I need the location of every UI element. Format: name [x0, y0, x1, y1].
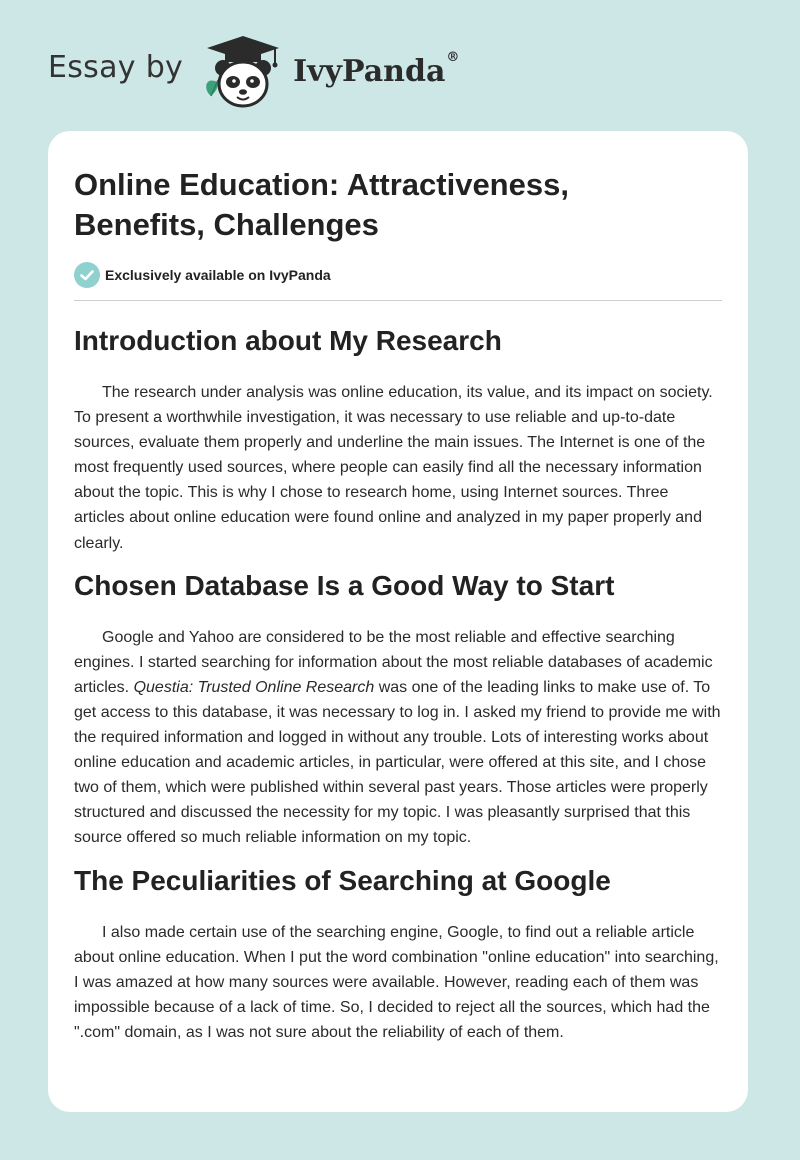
panda-graduate-icon — [197, 32, 289, 112]
essay-card — [48, 131, 748, 1112]
section-heading-introduction: Introduction about My Research — [74, 325, 502, 356]
exclusive-label: Exclusively available on IvyPanda — [105, 267, 331, 283]
brand-header[interactable] — [48, 32, 459, 112]
section-paragraph-database: Google and Yahoo are considered to be the most reliable and effective searching engines. I started searching for information about the most reliable databases of academic articles. Questia: Trusted Online Research was one of the leading links to make use of. To get access to this database, it was necessary to log in. I asked my friend to provide me with the required information and logged in without any trouble. Lots of interesting works about online education and academic articles, in particular, were offered at this site, and I chose two of them, which were published within several past years. Those articles were properly structured and discussed the necessity for my topic. I was pleasantly surprised that this source offered so much reliable information on my topic. — [74, 628, 721, 847]
check-circle-icon — [74, 262, 100, 288]
page-title: Online Education: Attractiveness, Benefits, Challenges — [74, 167, 569, 242]
section-paragraph-google: I also made certain use of the searching engine, Google, to find out a reliable article about online education. When I put the word combination "online education" into searching, I was amazed at how many sources were available. However, reading each of them was impossible because of a lack of time. So, I decided to reject all the sources, which had the ".com" domain, as I was not sure about the reliability of each of them. — [74, 923, 719, 1041]
exclusive-badge — [74, 262, 722, 288]
section-paragraph-introduction: The research under analysis was online education, its value, and its impact on society. To present a worthwhile investigation, it was necessary to use reliable and up-to-date sources, evaluate them properly and underline the main issues. The Internet is one of the most frequently used sources, where people can easily find all the necessary information about the topic. This is why I chose to research home, using Internet sources. Three articles about online education were found online and analyzed in my paper properly and clearly. — [74, 384, 713, 552]
section-heading-google: The Peculiarities of Searching at Google — [74, 864, 611, 896]
brand-name: IvyPanda® — [293, 49, 460, 89]
section-heading-database: Chosen Database Is a Good Way to Start — [74, 569, 615, 601]
brand-prefix: Essay by — [48, 49, 184, 85]
italic-source-title: Questia: Trusted Online Research — [133, 678, 375, 696]
divider — [74, 300, 722, 301]
